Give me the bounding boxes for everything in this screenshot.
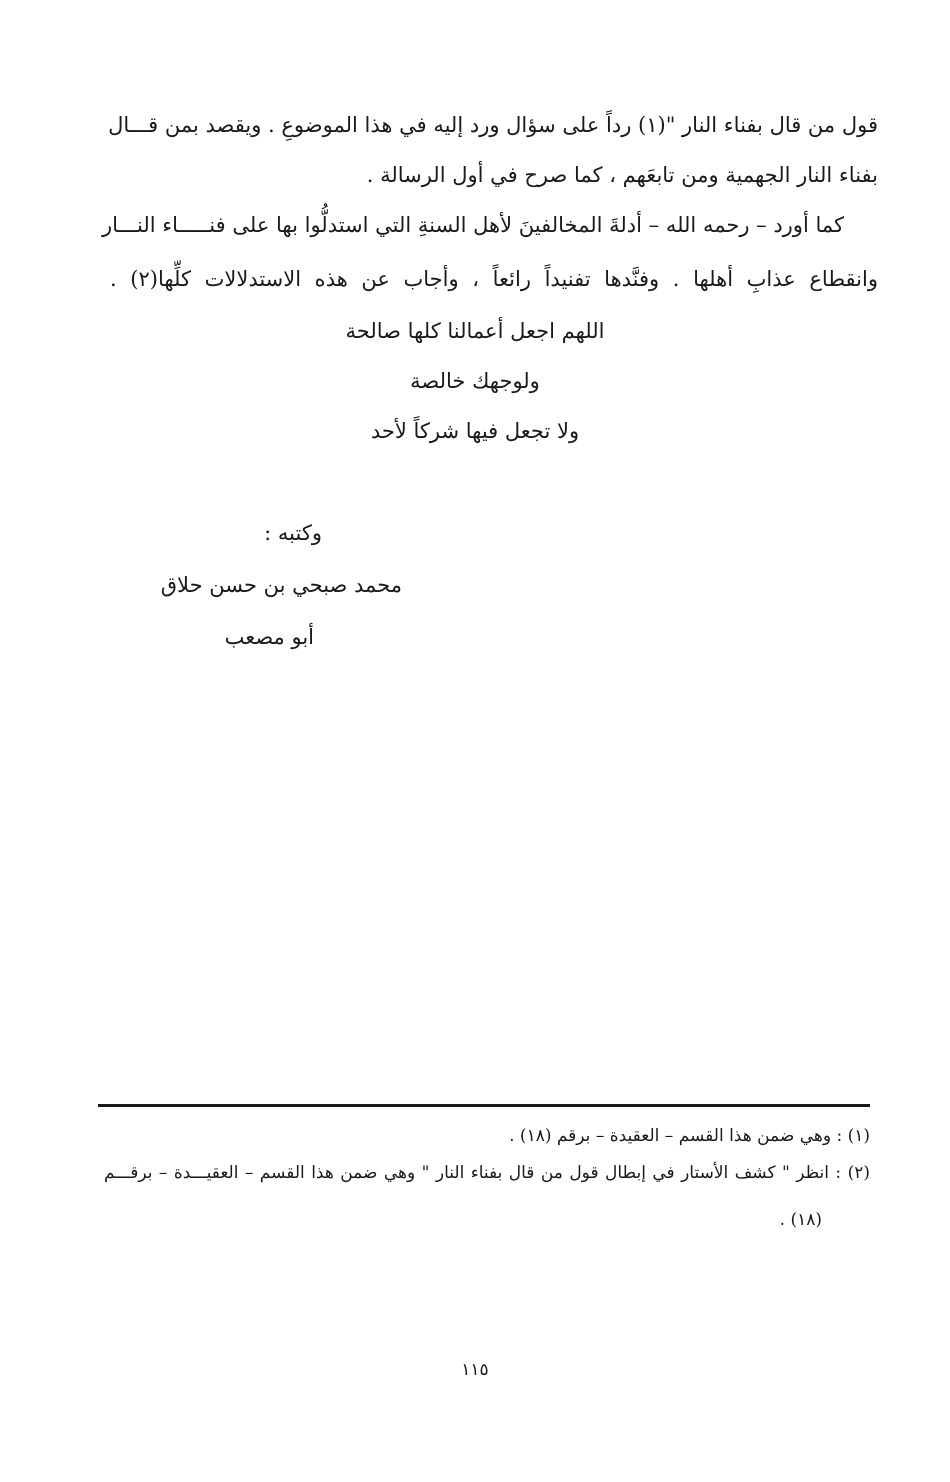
author-kunya: أبو مصعب [224, 625, 314, 649]
prayer-line-1: اللهم اجعل أعمالنا كلها صالحة [345, 319, 605, 343]
footnote-2-line-2: (١٨) . [779, 1210, 822, 1230]
footnote-divider [98, 1104, 870, 1107]
footnote-1: (١) : وهي ضمن هذا القسم – العقيدة – برقم (١٨) . [509, 1126, 870, 1146]
author-name: محمد صبحي بن حسن حلاق [160, 573, 402, 597]
body-line-2: بفناء النار الجهمية ومن تابعَهم ، كما صرح في أول الرسالة . [366, 163, 878, 187]
prayer-line-3: ولا تجعل فيها شركاً لأحد [370, 419, 580, 443]
body-line-4: وانقطاع عذابِ أهلها . وفنَّدها تفنيداً رائعاً ، وأجاب عن هذه الاستدلالات كلِّها(٢) . [110, 267, 878, 291]
page-number: ١١٥ [461, 1360, 489, 1380]
footnote-2-line-1: (٢) : انظر " كشف الأستار في إبطال قول من قال بفناء النار " وهي ضمن هذا القسم – العقيـــدة – برقـــم [104, 1163, 870, 1183]
body-line-1: قول من قال بفناء النار "(١) رداً على سؤال ورد إليه في هذا الموضوعِ . ويقصد بمن قـــال [108, 113, 878, 137]
signature-label: وكتبه : [264, 521, 322, 545]
body-line-3: كما أورد – رحمه الله – أدلةَ المخالفينَ لأهل السنةِ التي استدلُّوا بها على فنـــــاء النـــار [102, 213, 844, 237]
prayer-line-2: ولوجهك خالصة [410, 369, 540, 393]
